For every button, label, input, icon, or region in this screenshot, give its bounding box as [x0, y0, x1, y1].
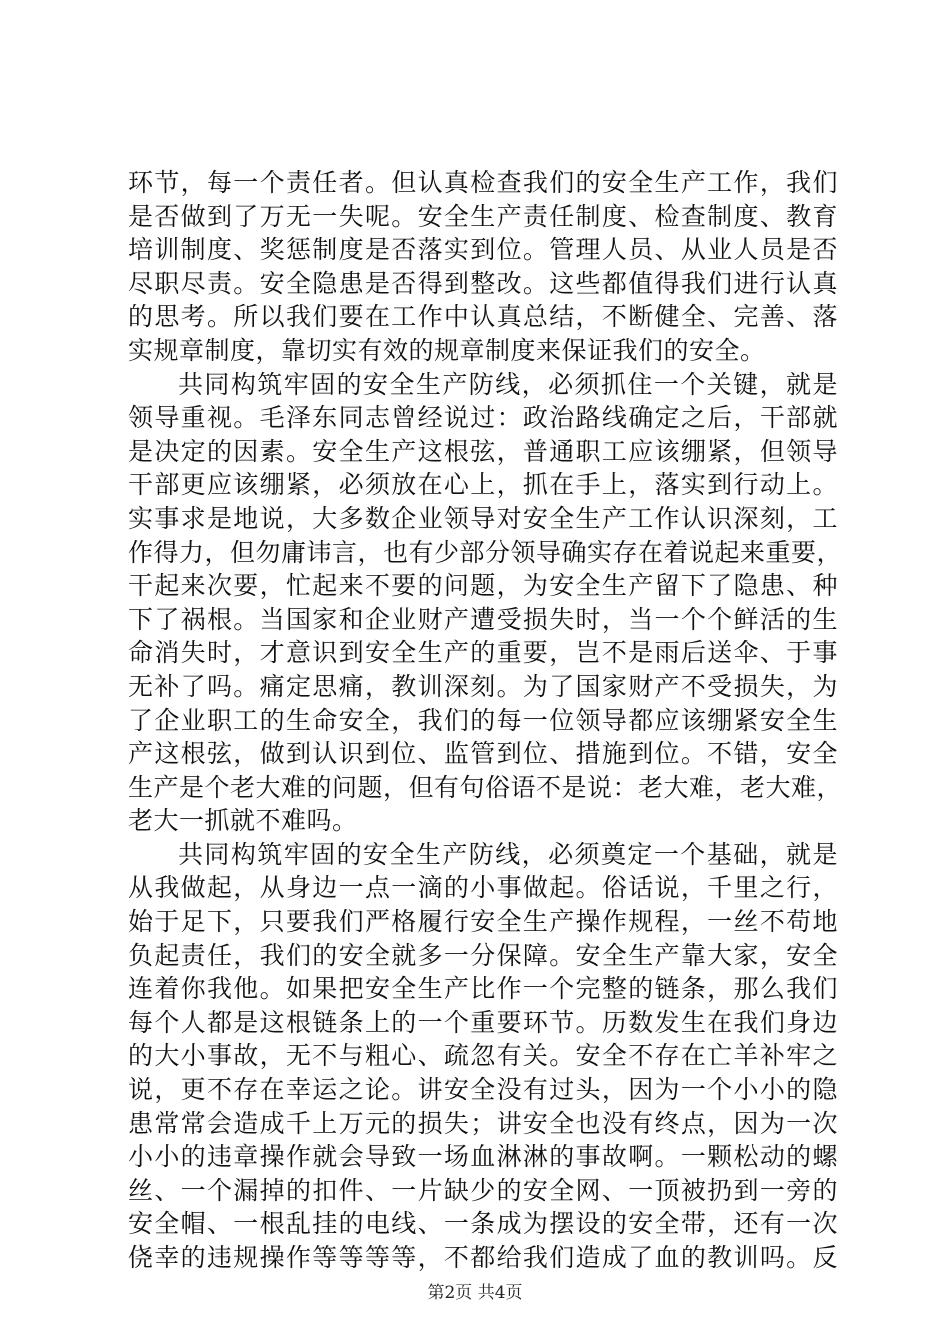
paragraph-1-line: 实规章制度，靠切实有效的规章制度来保证我们的安全。 [128, 335, 766, 365]
paragraph-2-line: 命消失时，才意识到安全生产的重要，岂不是雨后送伞、于事 [128, 638, 838, 668]
paragraph-3-line: 从我做起，从身边一点一滴的小事做起。俗话说，千里之行， [128, 873, 838, 903]
paragraph-2-line: 无补了吗。痛定思痛，教训深刻。为了国家财产不受损失，为 [128, 671, 838, 701]
page-footer: 第2页 共4页 [427, 1283, 523, 1303]
paragraph-1-line: 尽职尽责。安全隐患是否得到整改。这些都值得我们进行认真 [128, 268, 838, 298]
paragraph-2-line: 干部更应该绷紧，必须放在心上，抓在手上，落实到行动上。 [128, 470, 838, 500]
paragraph-2-line: 实事求是地说，大多数企业领导对安全生产工作认识深刻，工 [128, 503, 838, 533]
paragraph-3-line: 始于足下，只要我们严格履行安全生产操作规程，一丝不苟地 [128, 907, 838, 937]
paragraph-3-line: 共同构筑牢固的安全生产防线，必须奠定一个基础，就是 [178, 839, 838, 869]
paragraph-3-line: 小小的违章操作就会导致一场血淋淋的事故啊。一颗松动的螺 [128, 1142, 838, 1172]
paragraph-3-line: 患常常会造成千上万元的损失；讲安全也没有终点，因为一次 [128, 1108, 838, 1138]
paragraph-3-line: 每个人都是这根链条上的一个重要环节。历数发生在我们身边 [128, 1007, 838, 1037]
paragraph-1-line: 环节，每一个责任者。但认真检查我们的安全生产工作，我们 [128, 168, 838, 197]
paragraph-3-line: 说，更不存在幸运之论。讲安全没有过头，因为一个小小的隐 [128, 1075, 838, 1105]
paragraph-3-line: 连着你我他。如果把安全生产比作一个完整的链条，那么我们 [128, 974, 838, 1004]
paragraph-2-line: 作得力，但勿庸讳言，也有少部分领导确实存在着说起来重要， [128, 537, 843, 567]
paragraph-1-line: 的思考。所以我们要在工作中认真总结，不断健全、完善、落 [128, 302, 838, 332]
paragraph-2-line: 老大一抓就不难吗。 [128, 806, 358, 836]
paragraph-2-line: 干起来次要，忙起来不要的问题，为安全生产留下了隐患、种 [128, 571, 838, 601]
paragraph-3-line: 丝、一个漏掉的扣件、一片缺少的安全网、一顶被扔到一旁的 [128, 1175, 838, 1205]
paragraph-2-line: 了企业职工的生命安全，我们的每一位领导都应该绷紧安全生 [128, 705, 838, 735]
paragraph-3-line: 负起责任，我们的安全就多一分保障。安全生产靠大家，安全 [128, 940, 838, 970]
paragraph-1-line: 是否做到了万无一失呢。安全生产责任制度、检查制度、教育 [128, 201, 838, 231]
paragraph-2-line: 共同构筑牢固的安全生产防线，必须抓住一个关键，就是 [178, 369, 838, 399]
paragraph-2-line: 领导重视。毛泽东同志曾经说过：政治路线确定之后，干部就 [128, 403, 838, 433]
paragraph-3-line: 侥幸的违规操作等等等等，不都给我们造成了血的教训吗。反 [128, 1243, 838, 1272]
paragraph-3-line: 安全帽、一根乱挂的电线、一条成为摆设的安全带，还有一次 [128, 1209, 838, 1239]
paragraph-2-line: 产这根弦，做到认识到位、监管到位、措施到位。不错，安全 [128, 739, 838, 769]
paragraph-2-line: 是决定的因素。安全生产这根弦，普通职工应该绷紧，但领导 [128, 436, 838, 466]
paragraph-1-line: 培训制度、奖惩制度是否落实到位。管理人员、从业人员是否 [128, 235, 838, 265]
paragraph-2-line: 下了祸根。当国家和企业财产遭受损失时，当一个个鲜活的生 [128, 604, 838, 634]
paragraph-2-line: 生产是个老大难的问题，但有句俗语不是说：老大难，老大难， [128, 772, 843, 802]
paragraph-3-line: 的大小事故，无不与粗心、疏忽有关。安全不存在亡羊补牢之 [128, 1041, 838, 1071]
body-text [128, 166, 843, 1275]
